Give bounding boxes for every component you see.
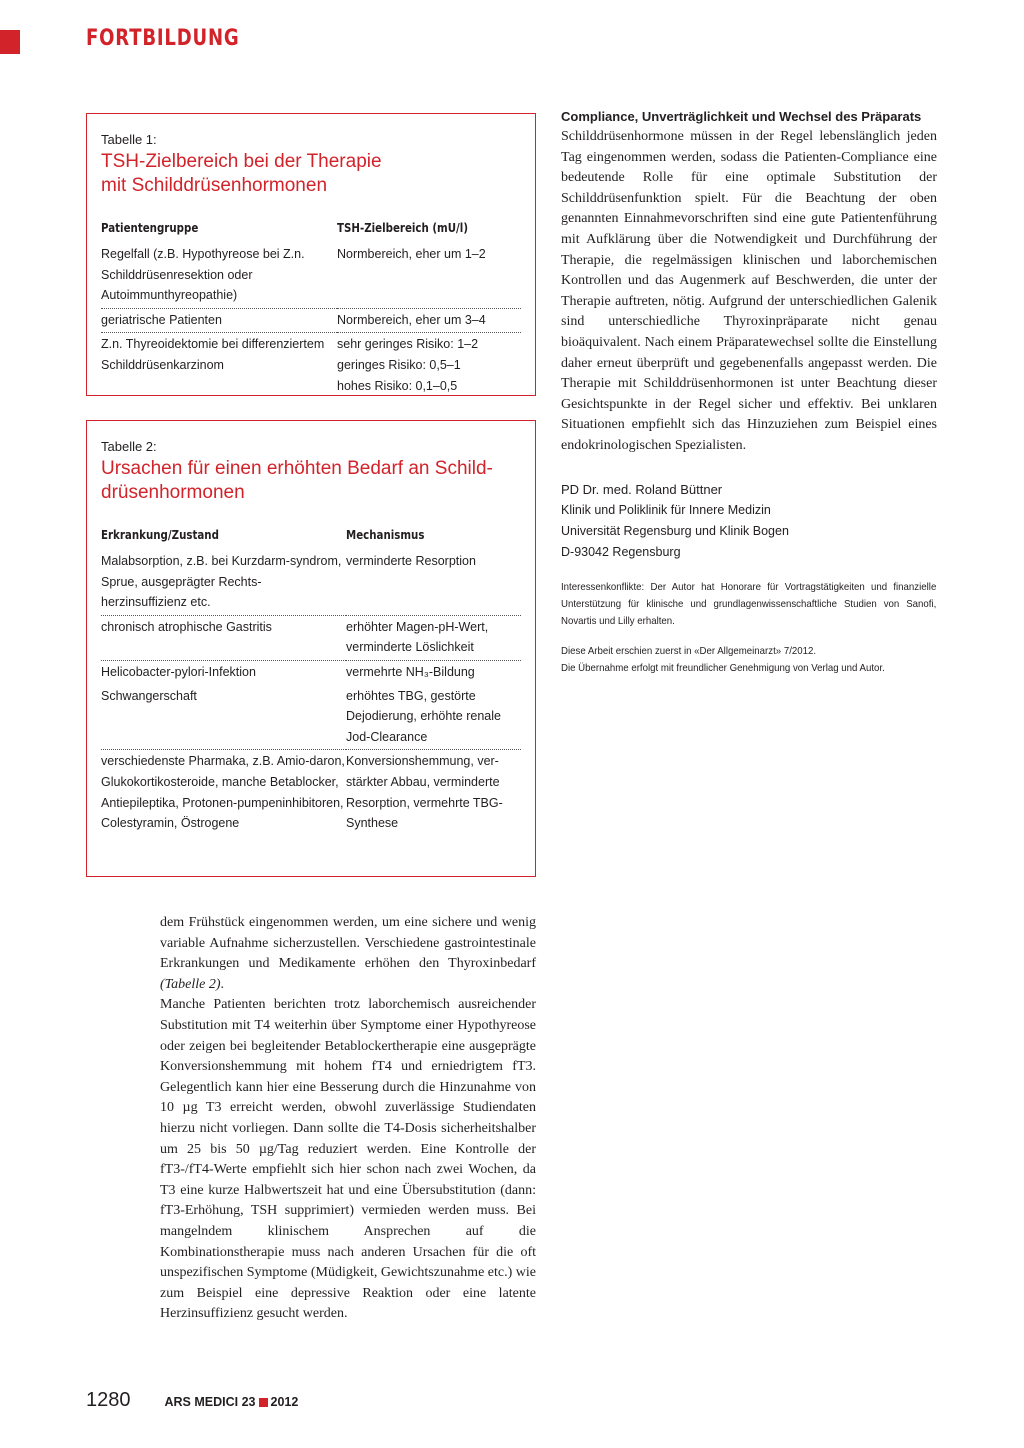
table-cell: erhöhtes TBG, gestörte Dejodierung, erhöhte renale Jod-Clearance xyxy=(346,685,521,750)
table-row xyxy=(101,615,521,660)
author-block xyxy=(561,479,937,563)
table-2-title-line-2: drüsenhormonen xyxy=(101,482,245,503)
paragraph-text: . xyxy=(220,976,225,992)
table-1-box xyxy=(86,113,536,396)
table-1-title-line-1: TSH-Zielbereich bei der Therapie xyxy=(101,151,382,172)
table-cell xyxy=(337,333,521,398)
table-row xyxy=(101,750,521,836)
section-heading: Compliance, Unverträglichkeit und Wechsel des Präparats xyxy=(561,109,922,124)
table-row xyxy=(101,660,521,684)
section-title: FORTBILDUNG xyxy=(86,26,240,51)
cell-line: geringes Risiko: 0,5–1 xyxy=(337,357,461,372)
table-cell: Normbereich, eher um 1–2 xyxy=(337,243,521,308)
table-cell: Malabsorption, z.B. bei Kurzdarm-syndrom, Sprue, ausgeprägter Rechts-herzinsuffizienz etc. xyxy=(101,550,346,615)
table-cell: Helicobacter-pylori-Infektion xyxy=(101,664,256,679)
cell-line: hohes Risiko: 0,1–0,5 xyxy=(337,378,458,393)
table-2-title-line-1: Ursachen für einen erhöhten Bedarf an Schild- xyxy=(101,458,493,479)
main-column xyxy=(160,913,536,1325)
table-cell: Schwangerschaft xyxy=(101,685,346,750)
issue-year: 2012 xyxy=(270,1395,299,1409)
body-paragraph xyxy=(160,913,536,995)
table-2-box xyxy=(86,420,536,877)
table-1 xyxy=(101,220,521,398)
column-header: Mechanismus xyxy=(346,527,425,542)
right-column xyxy=(561,107,937,677)
column-header: TSH-Zielbereich (mU/l) xyxy=(337,220,469,235)
body-paragraph: Manche Patienten berichten trotz laborchemisch ausreichender Substitution mit T4 weiterhin über Symptome einer Hypothyreose oder zeigen bei begleitender Betablockertherapie eine ausgeprägte Konversionshemmung mit hohem fT4 und erniedrigtem fT3. Gelegentlich kann hier eine Besserung durch die Hinzunahme von 10 µg T3 erreicht werden, obwohl zuverlässige Studiendaten hierzu nicht vorliegen. Dann sollte die T4-Dosis sicherheitshalber um 25 bis 50 µg/Tag reduziert werden. Eine Kontrolle der fT3-/fT4-Werte empfiehlt sich hier schon nach zwei Wochen, da T3 eine kurze Halbwertszeit hat und eine Übersubstitution (dann: fT3-Erhöhung, TSH supprimiert) vermieden werden muss. Bei mangelndem klinischem Ansprechen auf die Kombinationstherapie muss nach anderen Ursachen für die oft unspezifischen Symptome (Müdigkeit, Gewichtszunahme etc.) wie zum Beispiel eine depressive Reaktion oder eine latente Herzinsuffizienz gesucht werden. xyxy=(160,997,536,1322)
table-cell: verschiedenste Pharmaka, z.B. Amio-daron, Glukokortikosteroide, manche Betablocker, Antiepileptika, Protonen-pumpeninhibitoren, Colestyramin, Östrogene xyxy=(101,754,345,831)
table-header-row xyxy=(101,527,521,550)
table-2 xyxy=(101,527,521,836)
table-2-title xyxy=(101,457,521,505)
author-name: PD Dr. med. Roland Büttner xyxy=(561,481,723,497)
conflict-statement xyxy=(561,579,937,630)
table-cell: Z.n. Thyreoidektomie bei differenziertem Schilddrüsenkarzinom xyxy=(101,337,325,372)
cell-line: sehr geringes Risiko: 1–2 xyxy=(337,337,479,352)
page-number: 1280 xyxy=(86,1389,131,1411)
page-footer xyxy=(86,1389,298,1413)
table-row xyxy=(101,333,521,398)
square-separator-icon xyxy=(259,1398,268,1407)
source-line: Diese Arbeit erschien zuerst in «Der Allgemeinarzt» 7/2012. xyxy=(561,644,817,657)
table-1-label: Tabelle 1: xyxy=(101,132,157,147)
table-cell: vermehrte NH₃-Bildung xyxy=(346,664,475,679)
table-reference: (Tabelle 2) xyxy=(160,976,221,992)
table-cell: geriatrische Patienten xyxy=(101,308,337,333)
source-note xyxy=(561,643,937,677)
source-line: Die Übernahme erfolgt mit freundlicher Genehmigung von Verlag und Autor. xyxy=(561,661,885,674)
body-paragraph: Schilddrüsenhormone müssen in der Regel lebenslänglich jeden Tag eingenommen werden, sodass die Patienten-Compliance eine bedeutende Rolle für eine optimale Substitution der Schilddrüsenfunktion spielt. Für die Beachtung der oben genannten Einnahmevorschriften sind eine gute Patientenführung mit Aufklärung über die Notwendigkeit und Durchführung der Therapie, die regelmässigen klinischen und laborchemischen Kontrollen und das Augenmerk auf Beschwerden, die unter der Therapie auftreten, nötig. Aufgrund der unterschiedlichen Galenik sind unterschiedliche Thyroxinpräparate nicht genau bioäquivalent. Nach einem Präparatewechsel sollte die Einstellung daher erneut überprüft und gegebenenfalls angepasst werden. Die Therapie mit Schilddrüsenhormonen ist unter Beachtung dieser Gesichtspunkte in der Regel sicher und effektiv. Bei unklaren Situationen empfiehlt sich das Hinzuziehen zum Beispiel eines endokrinologischen Spezialisten. xyxy=(561,129,937,453)
table-cell: Normbereich, eher um 3–4 xyxy=(337,308,521,333)
conflict-text: Interessenkonflikte: Der Autor hat Honorare für Vortragstätigkeiten und finanzielle Unterstützung für klinische und grundlagenwissenschaftliche Studien von Sanofi, Novartis und Lilly erhalten. xyxy=(561,580,937,627)
table-cell: chronisch atrophische Gastritis xyxy=(101,615,346,660)
table-row xyxy=(101,243,521,308)
column-header: Erkrankung/Zustand xyxy=(101,527,219,542)
table-row xyxy=(101,550,521,615)
table-header-row xyxy=(101,220,521,243)
author-affiliation: Klinik und Poliklinik für Innere Medizin xyxy=(561,502,771,517)
table-row xyxy=(101,308,521,333)
table-cell: Regelfall (z.B. Hypothyreose bei Z.n. Schilddrüsenresektion oder Autoimmunthyreopathie) xyxy=(101,243,337,308)
table-1-title-line-2: mit Schilddrüsenhormonen xyxy=(101,175,328,196)
author-affiliation: Universität Regensburg und Klinik Bogen xyxy=(561,523,789,538)
column-header: Patientengruppe xyxy=(101,220,199,235)
table-cell: erhöhter Magen-pH-Wert, verminderte Löslichkeit xyxy=(346,615,521,660)
magazine-name: ARS MEDICI 23 xyxy=(164,1395,256,1409)
header-accent-bar xyxy=(0,30,20,54)
table-row xyxy=(101,685,521,750)
author-address: D-93042 Regensburg xyxy=(561,544,681,559)
table-1-title xyxy=(101,150,521,198)
table-cell: Konversionshemmung, ver-stärkter Abbau, verminderte Resorption, vermehrte TBG-Synthese xyxy=(346,754,503,831)
paragraph-text: dem Frühstück eingenommen werden, um eine sichere und wenig variable Aufnahme sicherzustellen. Verschiedene gastrointestinale Erkrankungen und Medikamente erhöhen den Thyroxinbedarf xyxy=(160,915,536,972)
table-2-label: Tabelle 2: xyxy=(101,439,157,454)
table-cell: verminderte Resorption xyxy=(346,550,521,615)
magazine-issue xyxy=(165,1395,299,1409)
